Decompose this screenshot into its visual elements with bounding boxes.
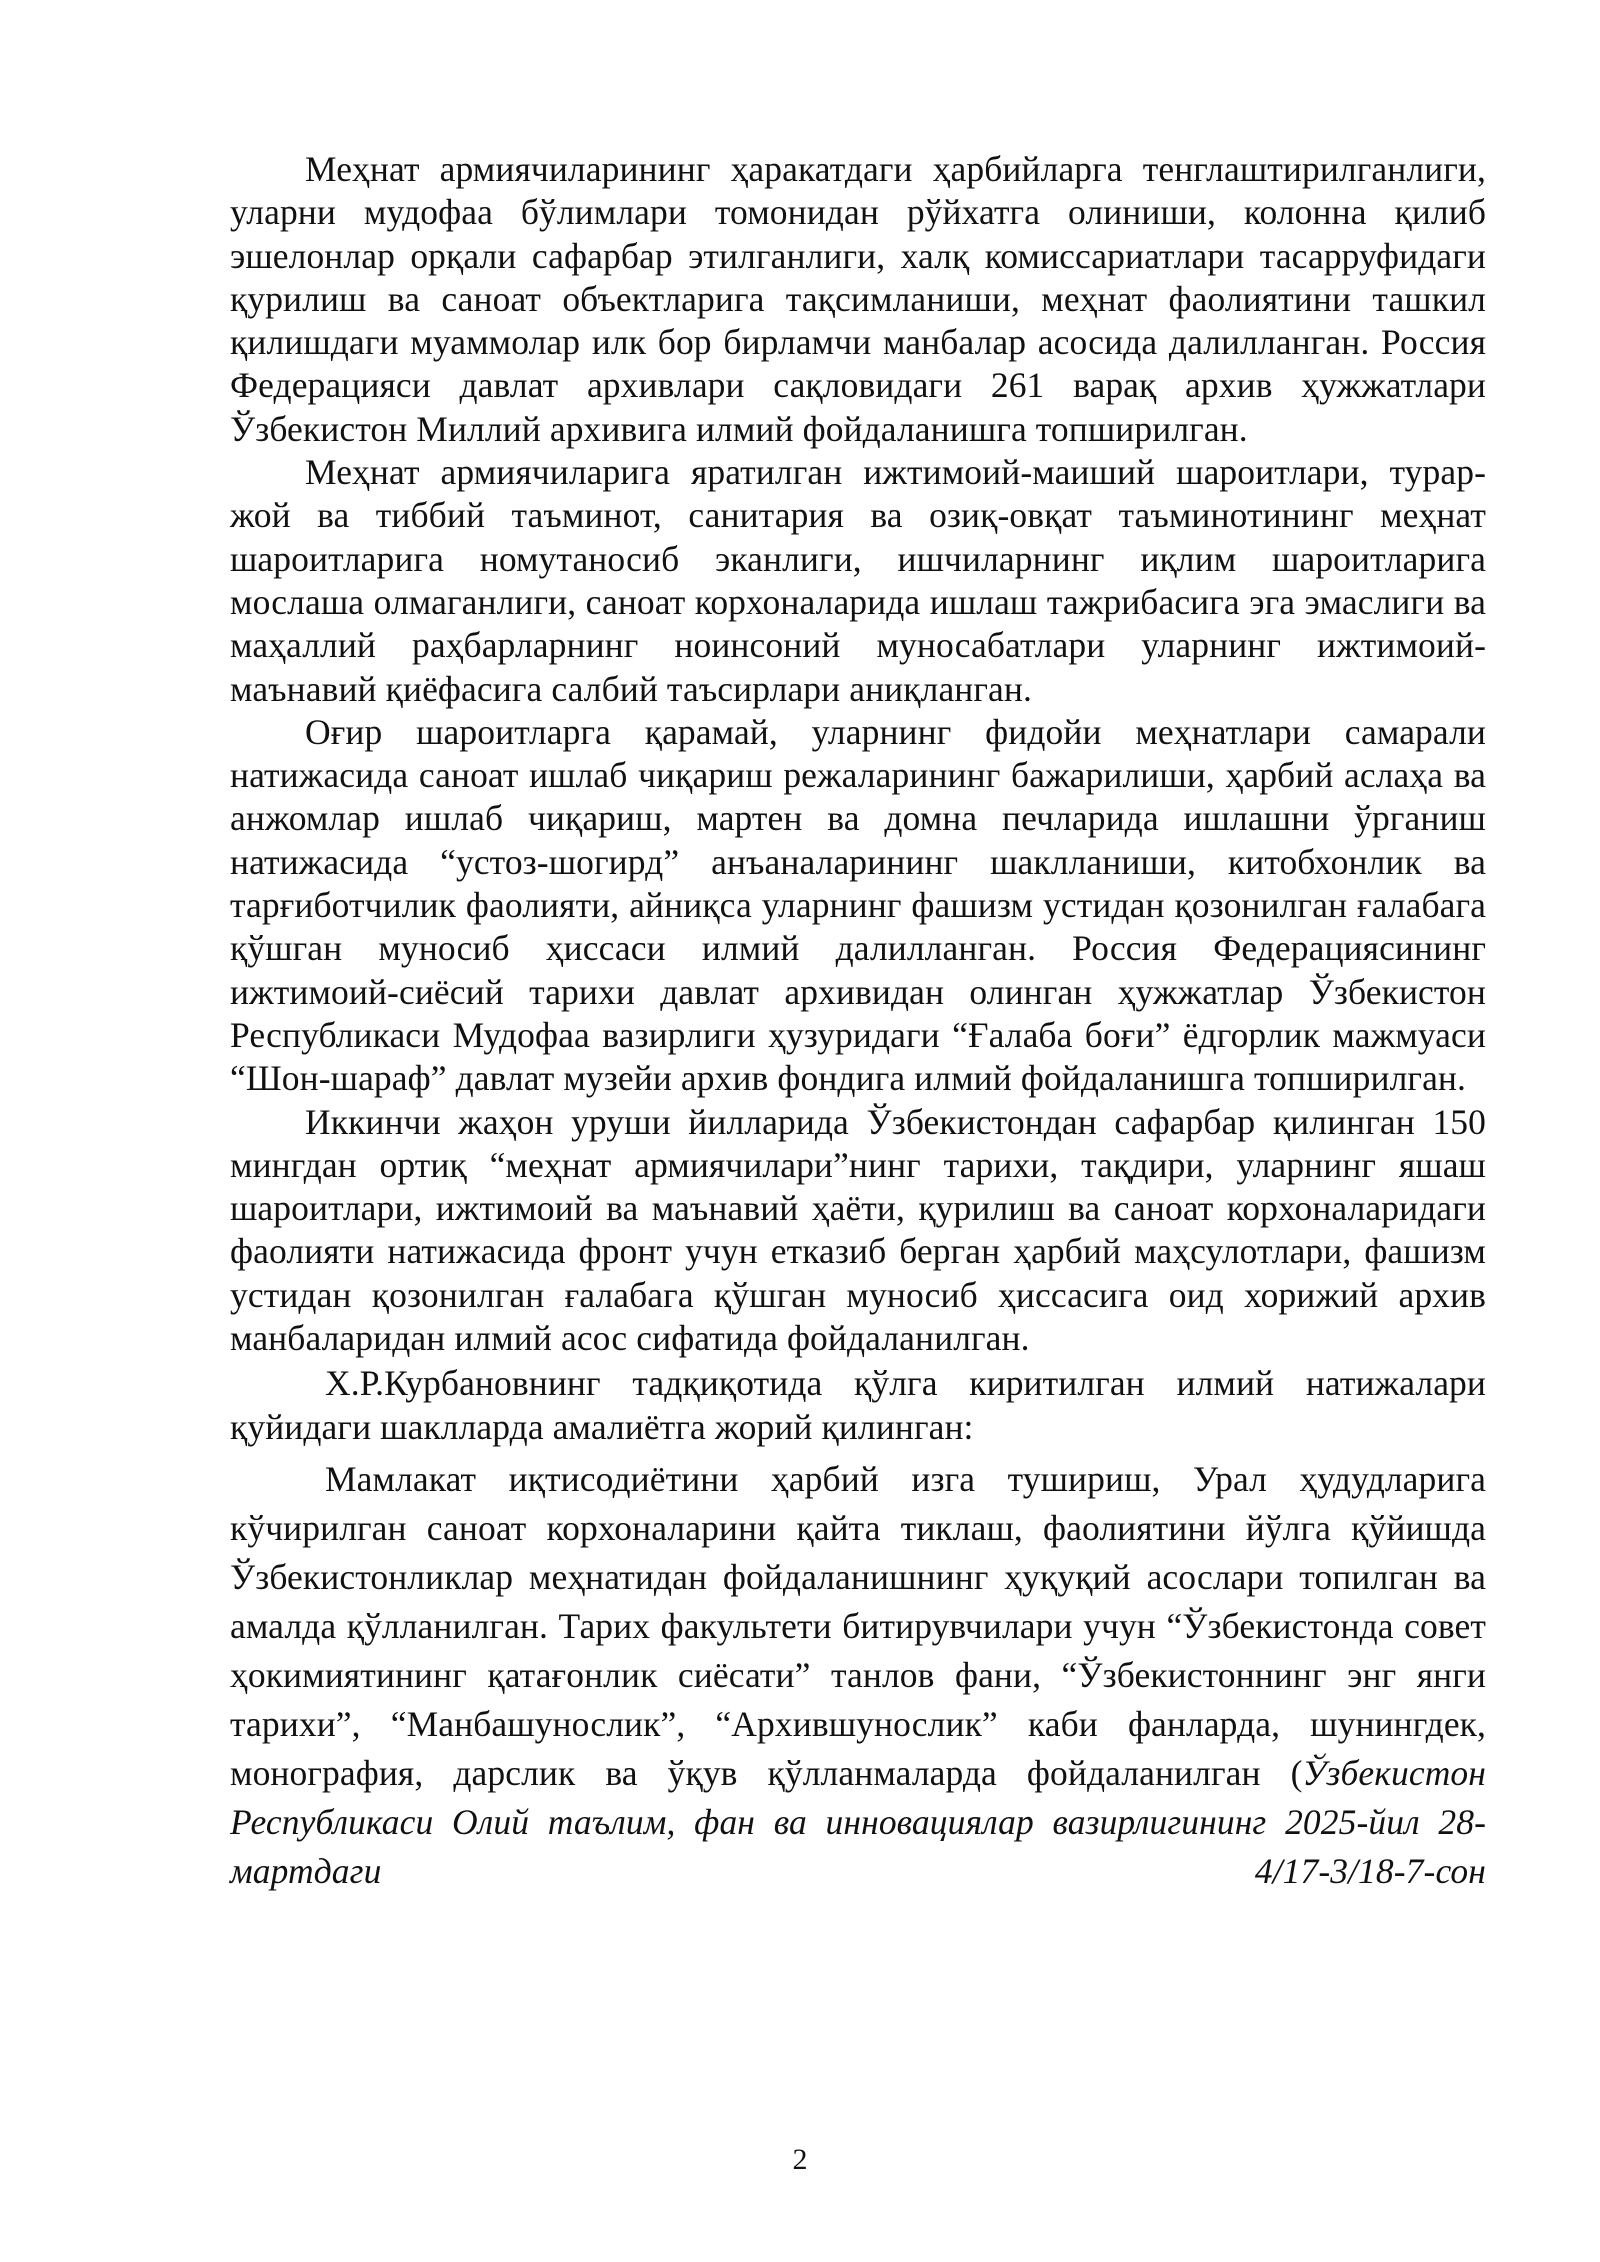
paragraph-sources: Иккинчи жаҳон уруши йилларида Ўзбекистондан сафарбар қилинган 150 мингдан ортиқ “меҳнат армиячилари”нинг тарихи, тақдири, уларнинг яшаш шароитлари, ижтимоий ва маънавий ҳаёти, қурилиш ва саноат корхоналаридаги фаолияти натижасида фронт учун етказиб берган ҳарбий маҳсулотлари, фашизм устидан қозонилган ғалабага қўшган муносиб ҳиссасига оид хорижий архив манбаларидан илмий асос сифатида фойдаланилган. xyxy=(230,1101,1486,1359)
implementation-text: Мамлакат иқтисодиётини ҳарбий изга тушириш, Урал ҳудудларига кўчирилган саноат корхоналарини қайта тиклаш, фаолиятини йўлга қўйишда Ўзбекистонликлар меҳнатидан фойдаланишнинг ҳуқуқий асослари топилган ва амалда қўлланилган. Тарих факультети битирувчилари учун “Ўзбекистонда совет ҳокимиятининг қатағонлик сиёсати” танлов фани, “Ўзбекистоннинг энг янги тарихи”, “Манбашунослик”, “Архившунослик” каби фанларда, шунингдек, монография, дарслик ва ўқув қўлланмаларда фойдаланилган ( xyxy=(230,1458,1486,1793)
paragraph-implementation-intro: Х.Р.Курбановнинг тадқиқотида қўлга киритилган илмий натижалари қуйидаги шаклларда амалиётга жорий қилинган: xyxy=(230,1363,1486,1447)
page-number: 2 xyxy=(792,2143,808,2176)
document-body xyxy=(230,148,1486,1896)
paragraph-contribution: Оғир шароитларга қарамай, уларнинг фидойи меҳнатлари самарали натижасида саноат ишлаб чиқариш режаларининг бажарилиши, ҳарбий аслаҳа ва анжомлар ишлаб чиқариш, мартен ва домна печларида ишлашни ўрганиш натижасида “устоз-шогирд” анъаналарининг шаклланиши, китобхонлик ва тарғиботчилик фаолияти, айниқса уларнинг фашизм устидан қозонилган ғалабага қўшган муносиб ҳиссаси илмий далилланган. Россия Федерациясининг ижтимоий-сиёсий тарихи давлат архивидан олинган ҳужжатлар Ўзбекистон Республикаси Мудофаа вазирлиги ҳузуридаги “Ғалаба боғи” ёдгорлик мажмуаси “Шон-шараф” давлат музейи архив фондига илмий фойдаланишга топширилган. xyxy=(230,711,1486,1099)
citation-italic: Ўзбекистон Республикаси Олий таълим, фан ва инновациялар вазирлигининг 2025-йил 28-мартдаги 4/17-3/18-7-сон xyxy=(230,1752,1486,1891)
paragraph-labor-army-status: Меҳнат армиячиларининг ҳаракатдаги ҳарбийларга тенглаштирилганлиги, уларни мудофаа бўлимлари томонидан рўйхатга олиниши, колонна қилиб эшелонлар орқали сафарбар этилганлиги, халқ комиссариатлари тасарруфидаги қурилиш ва саноат объектларига тақсимланиши, меҳнат фаолиятини ташкил қилишдаги муаммолар илк бор бирламчи манбалар асосида далилланган. Россия Федерацияси давлат архивлари сақловидаги 261 варақ архив ҳужжатлари Ўзбекистон Миллий архивига илмий фойдаланишга топширилган. xyxy=(230,149,1486,449)
paragraph-implementation-details xyxy=(230,1455,1486,1896)
paragraph-living-conditions: Меҳнат армиячиларига яратилган ижтимоий-маиший шароитлари, турар-жой ва тиббий таъминот, санитария ва озиқ-овқат таъминотининг меҳнат шароитларига номутаносиб эканлиги, ишчиларнинг иқлим шароитларига мослаша олмаганлиги, саноат корхоналарида ишлаш тажрибасига эга эмаслиги ва маҳаллий раҳбарларнинг ноинсоний муносабатлари уларнинг ижтимоий-маънавий қиёфасига салбий таъсирлари аниқланган. xyxy=(230,452,1486,709)
